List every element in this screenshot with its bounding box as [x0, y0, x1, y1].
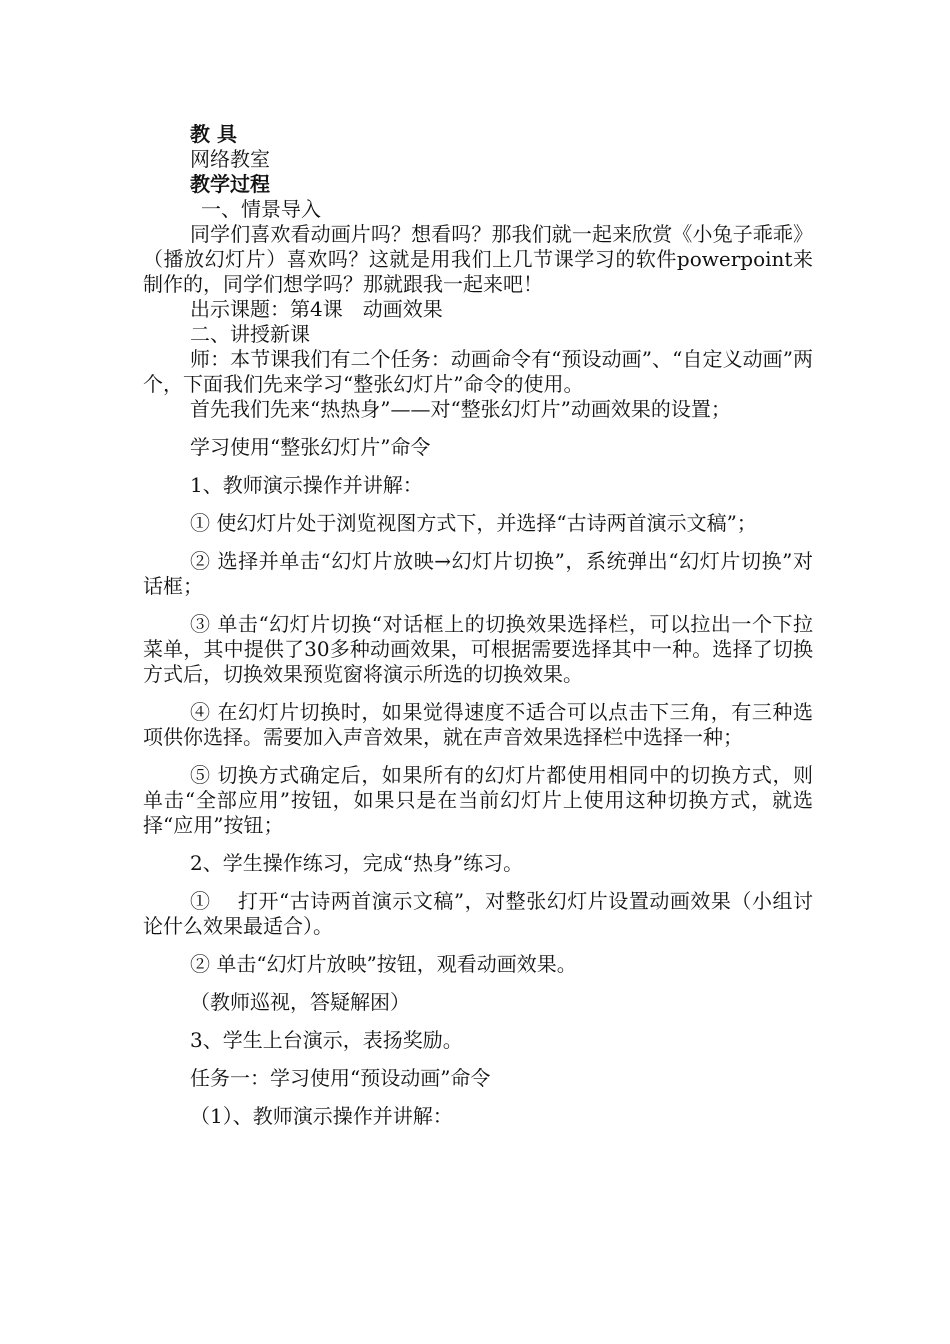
- paragraph-intro: 同学们喜欢看动画片吗？想看吗？那我们就一起来欣赏《小兔子乖乖》（播放幻灯片）喜欢吗？这就是用我们上几节课学习的软件powerpoint来制作的，同学们想学吗？那就跟我一起来吧！: [143, 222, 813, 296]
- paragraph-teacher-tasks: 师：本节课我们有二个任务：动画命令有“预设动画”、“自定义动画”两个，下面我们先来学习“整张幻灯片”命令的使用。: [143, 347, 813, 396]
- paragraph-warmup: 首先我们先来“热热身”——对“整张幻灯片”动画效果的设置；: [190, 397, 731, 421]
- paragraph-step-3: 3、学生上台演示，表扬奖励。: [190, 1028, 463, 1052]
- paragraph-step-1: 1、教师演示操作并讲解：: [190, 473, 423, 497]
- subheading-intro: 一、情景导入: [201, 197, 321, 221]
- paragraph-teacher-note: （教师巡视，答疑解困）: [190, 990, 410, 1014]
- paragraph-step-1-c: ③ 单击“幻灯片切换“对话框上的切换效果选择栏，可以拉出一个下拉菜单，其中提供了30多种动画效果，可根据需要选择其中一种。选择了切换方式后，切换效果预览窗将演示所选的切换效果。: [143, 612, 813, 686]
- paragraph-step-1-d: ④ 在幻灯片切换时，如果觉得速度不适合可以点击下三角，有三种选项供你选择。需要加入声音效果，就在声音效果选择栏中选择一种；: [143, 700, 813, 749]
- paragraph-step-1-a: ① 使幻灯片处于浏览视图方式下，并选择“古诗两首演示文稿”；: [190, 511, 757, 535]
- paragraph-task-one-step-1: （1）、教师演示操作并讲解：: [190, 1104, 453, 1128]
- paragraph-step-1-e: ⑤ 切换方式确定后，如果所有的幻灯片都使用相同中的切换方式，则单击“全部应用”按钮，如果只是在当前幻灯片上使用这种切换方式，就选择“应用”按钮；: [143, 763, 813, 837]
- subheading-new-lesson: 二、讲授新课: [190, 322, 310, 346]
- paragraph-step-2: 2、学生操作练习，完成“热身”练习。: [190, 851, 524, 875]
- paragraph-lesson-title: 出示课题：第4课 动画效果: [190, 297, 443, 321]
- section-heading-process: 教学过程: [190, 172, 270, 196]
- paragraph-task-one: 任务一：学习使用“预设动画”命令: [190, 1066, 491, 1090]
- paragraph-step-2-b: ② 单击“幻灯片放映”按钮，观看动画效果。: [190, 952, 577, 976]
- document-page: [143, 122, 813, 1129]
- paragraph-step-1-b: ② 选择并单击“幻灯片放映→幻灯片切换”，系统弹出“幻灯片切换”对话框；: [143, 549, 813, 598]
- paragraph-step-2-a: ① 打开“古诗两首演示文稿”，对整张幻灯片设置动画效果（小组讨论什么效果最适合）。: [143, 889, 813, 938]
- paragraph-tools-value: 网络教室: [190, 147, 270, 171]
- section-heading-tools: 教 具: [190, 122, 237, 146]
- paragraph-learn-slide-command: 学习使用“整张幻灯片”命令: [190, 435, 431, 459]
